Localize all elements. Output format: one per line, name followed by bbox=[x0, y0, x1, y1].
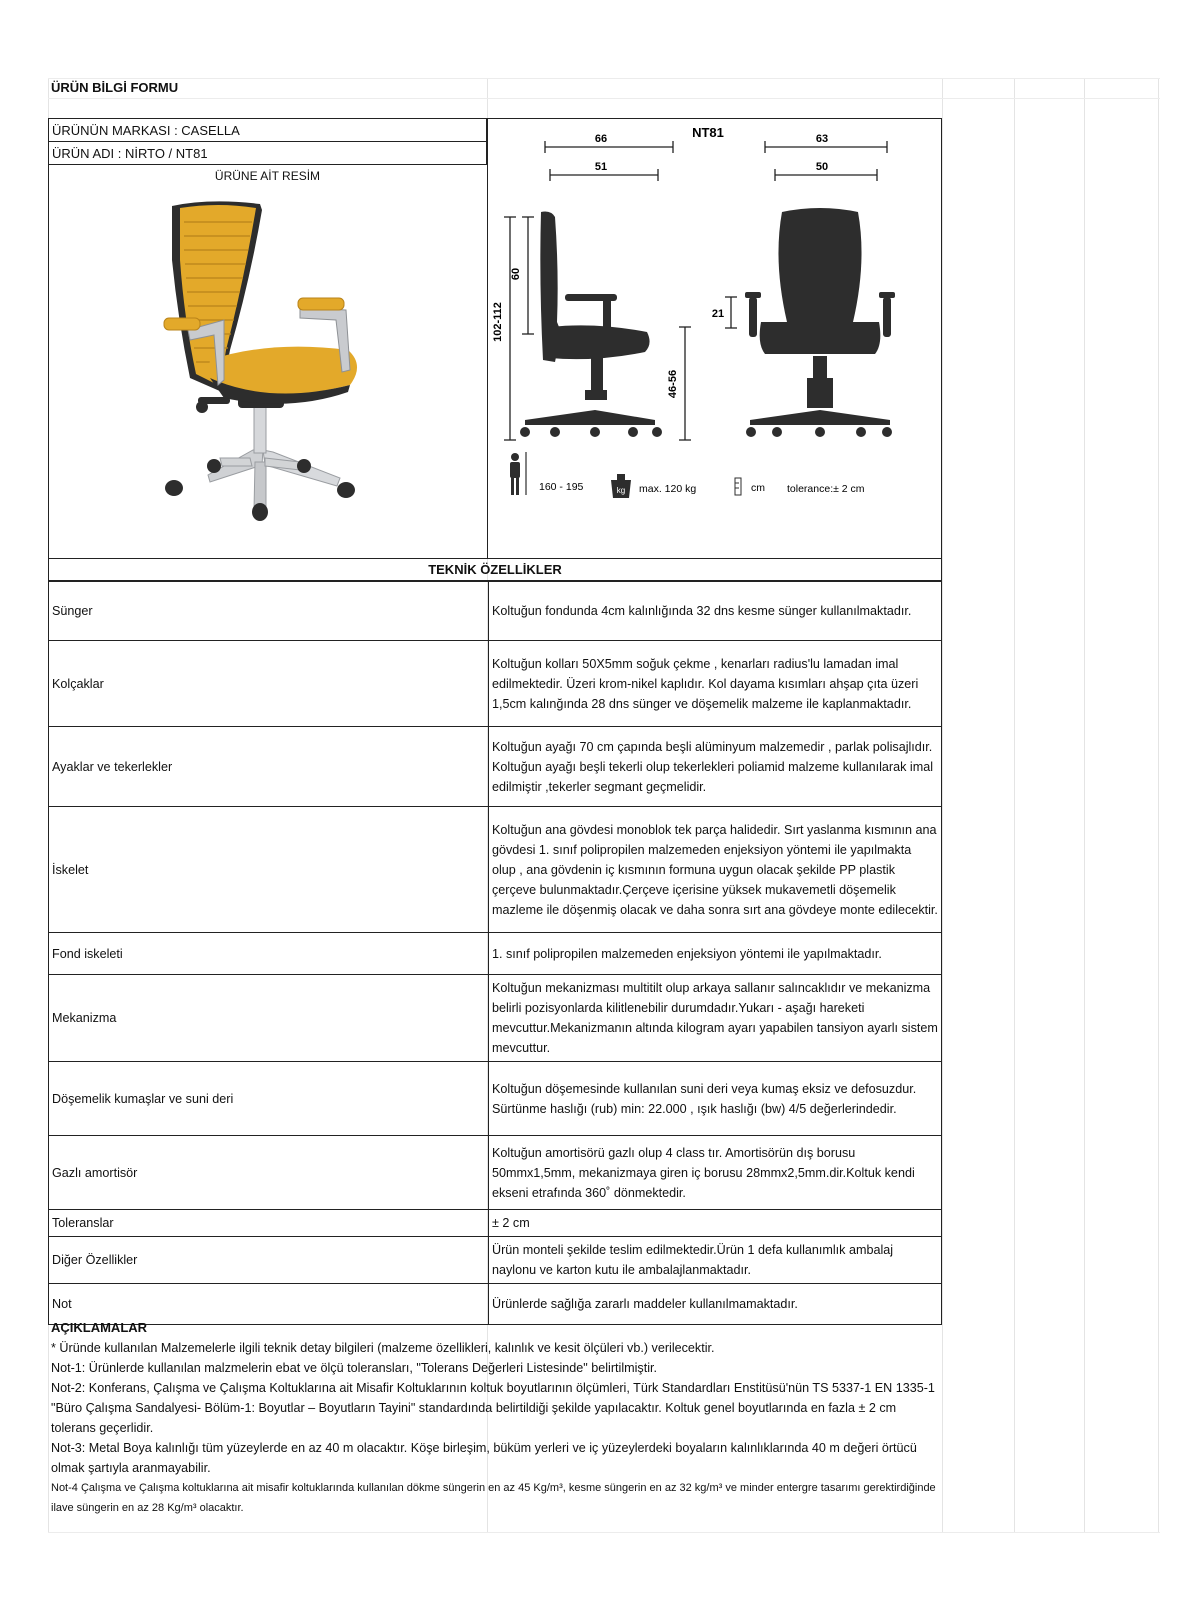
spec-table bbox=[48, 581, 942, 1325]
max-weight: max. 120 kg bbox=[639, 483, 697, 495]
note-item: Not-1: Ürünlerde kullanılan malzmelerin ebat ve ölçü toleransları, "Tolerans Değerleri Listesinde" belirtilmiştir. bbox=[51, 1361, 658, 1375]
chair-side-view bbox=[520, 212, 662, 437]
tolerance-label: tolerance:± 2 cm bbox=[787, 483, 865, 495]
form-title: ÜRÜN BİLGİ FORMU bbox=[51, 80, 179, 95]
table-row bbox=[49, 1210, 942, 1237]
table-row bbox=[49, 933, 942, 975]
spec-value: Koltuğun döşemesinde kullanılan suni deri veya kumaş eksiz ve defosuzdur. Sürtünme haslığı (rub) min: 22.000 , ışık haslığı (bw) 4/5 değerlerindedir. bbox=[489, 1062, 942, 1136]
spec-label: Toleranslar bbox=[49, 1210, 489, 1237]
spec-label: Ayaklar ve tekerlekler bbox=[49, 727, 489, 807]
spec-label: Not bbox=[49, 1284, 489, 1325]
spec-value: Koltuğun kolları 50X5mm soğuk çekme , kenarları radius'lu lamadan imal edilmektedir. Üzeri krom-nikel kaplıdır. Kol dayama kısımları ahşap çıta üzeri 1,5cm kalınğında 28 dns sünger ve döşemelik malzeme ile kaplanmaktadır. bbox=[489, 641, 942, 727]
spec-label: Kolçaklar bbox=[49, 641, 489, 727]
spec-value: Koltuğun amortisörü gazlı olup 4 class tır. Amortisörün dış borusu 50mmx1,5mm, mekanizmaya giren iç borusu 28mmx2,5mm.dir.Koltuk kendi ekseni etrafında 360˚ dönmektedir. bbox=[489, 1136, 942, 1210]
chair-base bbox=[208, 405, 340, 510]
image-label: ÜRÜNE AİT RESİM bbox=[214, 169, 321, 183]
table-row bbox=[49, 1237, 942, 1284]
table-row bbox=[49, 1062, 942, 1136]
spec-label: Diğer Özellikler bbox=[49, 1237, 489, 1284]
note-item: Not-2: Konferans, Çalışma ve Çalışma Koltuklarına ait Misafir Koltuklarının koltuk boyutlarının ölçümleri, Türk Standardları Enstitüsü'nün TS 5337-1 EN 1335-1 "Büro Çalışma Sandalyesi- Bölüm-1: Boyutlar – Boyutların Tayini" standardında belirtildiği şekilde yapılacaktır. Koltuk genel boyutlarında en fazla ± 2 cm tolerans geçerlidir. bbox=[51, 1381, 935, 1435]
spec-label: Gazlı amortisör bbox=[49, 1136, 489, 1210]
table-row bbox=[49, 727, 942, 807]
ruler-icon bbox=[735, 478, 741, 495]
table-row bbox=[49, 641, 942, 727]
user-height-range: 160 - 195 bbox=[539, 481, 584, 493]
spec-label: Sünger bbox=[49, 582, 489, 641]
note-item-small: Not-4 Çalışma ve Çalışma koltuklarına ait misafir koltuklarında kullanılan dökme süngerin en az 45 Kg/m³, kesme süngerin en az 32 kg/m³ ve minder entergre tasarımı gerektirdiğinde ilave süngerin en az 28 Kg/m³ olacaktır. bbox=[51, 1482, 936, 1514]
unit-label: cm bbox=[751, 482, 765, 494]
drawing-model-label: NT81 bbox=[692, 125, 724, 140]
notes-header: AÇIKLAMALAR bbox=[51, 1320, 148, 1335]
spec-label: Fond iskeleti bbox=[49, 933, 489, 975]
person-icon bbox=[510, 452, 526, 495]
dim-back-height: 60 bbox=[510, 267, 522, 281]
product-name-field: ÜRÜN ADI : NİRTO / NT81 bbox=[48, 141, 487, 165]
dim-arm-height: 21 bbox=[711, 308, 725, 320]
spec-value: Ürün monteli şekilde teslim edilmektedir.Ürün 1 defa kullanımlık ambalaj naylonu ve karton kutu ile ambalajlanmaktadır. bbox=[489, 1237, 942, 1284]
dim-total-height: 102-112 bbox=[492, 302, 504, 342]
chair-seat bbox=[209, 347, 357, 404]
technical-drawing bbox=[492, 122, 935, 517]
spec-value: 1. sınıf polipropilen malzemeden enjeksiyon yöntemi ile yapılmaktadır. bbox=[489, 933, 942, 975]
spec-value: Koltuğun fondunda 4cm kalınlığında 32 dns kesme sünger kullanılmaktadır. bbox=[489, 582, 942, 641]
weight-icon-label: kg bbox=[616, 486, 626, 495]
spec-label: İskelet bbox=[49, 807, 489, 933]
notes-section bbox=[51, 1318, 941, 1518]
spec-value: Koltuğun ana gövdesi monoblok tek parça halidedir. Sırt yaslanma kısmının ana gövdesi 1. sınıf polipropilen malzemeden enjeksiyon yöntemi ile yapılmakta olup , ana gövdenin iç kısmının formuna uygun olacak şekilde PP plastik çerçeve bulunmaktadır.Çerçeve içerisine yüksek mukavemetli döşemelik mazleme ile döşenmiş olacak ve daha sonra sırt ana gövdeye monte edilecektir. bbox=[489, 807, 942, 933]
table-row bbox=[49, 1136, 942, 1210]
spec-icons bbox=[510, 452, 865, 498]
note-item: Not-3: Metal Boya kalınlığı tüm yüzeylerde en az 40 m olacaktır. Köşe birleşim, büküm yerleri ve iç yüzeylerdeki boyaların kalınlıklarında 40 m değeri örtücü olmak şartıyla aranmayabilir. bbox=[51, 1441, 917, 1475]
dim-depth-outer: 66 bbox=[594, 133, 608, 145]
dim-depth-inner: 51 bbox=[594, 161, 608, 173]
weight-icon bbox=[611, 474, 631, 498]
chair-photo bbox=[150, 200, 380, 535]
spec-table-header: TEKNİK ÖZELLİKLER bbox=[48, 559, 942, 581]
table-row bbox=[49, 807, 942, 933]
dim-width-outer: 63 bbox=[815, 133, 829, 145]
spec-label: Mekanizma bbox=[49, 975, 489, 1062]
spec-value: ± 2 cm bbox=[489, 1210, 942, 1237]
dim-seat-height: 46-56 bbox=[667, 369, 679, 399]
spec-label: Döşemelik kumaşlar ve suni deri bbox=[49, 1062, 489, 1136]
spec-value: Koltuğun mekanizması multitilt olup arkaya sallanır salıncaklıdır ve mekanizma belirli pozisyonlarda kilitlenebilir durumdadır.Yukarı - aşağı hareketi mevcuttur.Mekanizmanın altında kilogram ayarı yapabilen tansiyon ayarlı sistem mevcuttur. bbox=[489, 975, 942, 1062]
column-divider bbox=[487, 118, 488, 559]
table-row bbox=[49, 582, 942, 641]
chair-front-view bbox=[745, 208, 895, 437]
spec-value: Ürünlerde sağlığa zararlı maddeler kullanılmamaktadır. bbox=[489, 1284, 942, 1325]
note-item: * Üründe kullanılan Malzemelerle ilgili teknik detay bilgileri (malzeme özellikleri, kalınlık ve kesit ölçüleri vb.) verilecektir. bbox=[51, 1341, 715, 1355]
dim-width-inner: 50 bbox=[815, 161, 829, 173]
brand-field: ÜRÜNÜN MARKASI : CASELLA bbox=[48, 118, 487, 142]
table-row bbox=[49, 975, 942, 1062]
spec-value: Koltuğun ayağı 70 cm çapında beşli alüminyum malzemedir , parlak polisajlıdır. Koltuğun ayağı beşli tekerli olup tekerlekleri poliamid malzeme kullanılarak imal edilmiştir ,tekerler segmant geçmelidir. bbox=[489, 727, 942, 807]
